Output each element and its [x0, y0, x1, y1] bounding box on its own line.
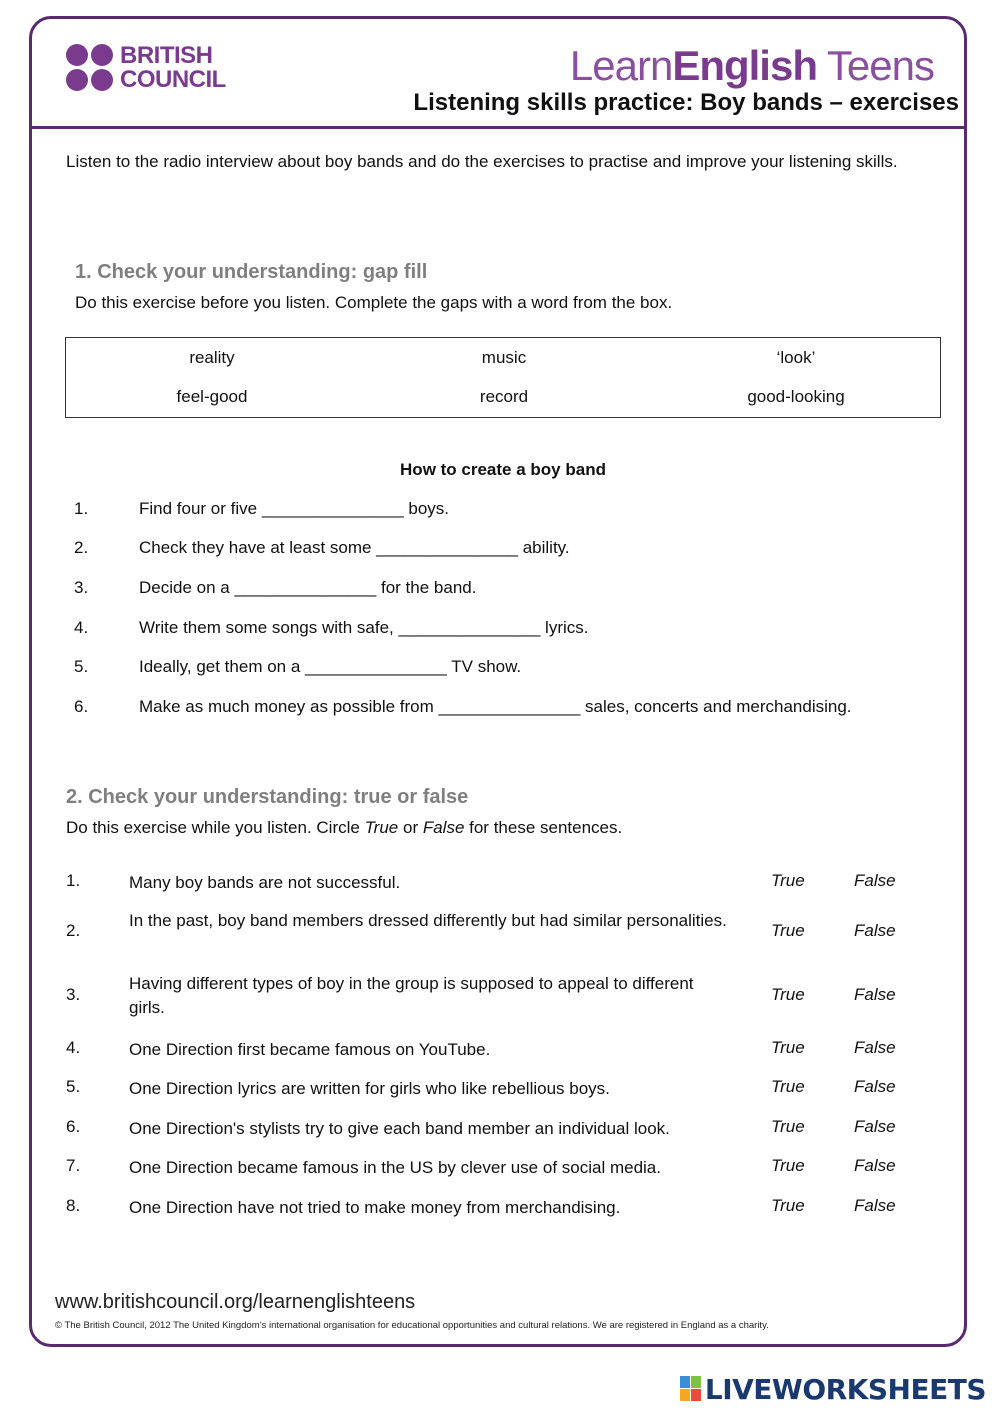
item-number: 8.: [66, 1196, 81, 1215]
british-council-wordmark: BRITISH COUNCIL: [120, 42, 226, 93]
item-text: In the past, boy band members dressed differently but had similar personalities.: [129, 911, 727, 930]
true-false-item: [66, 1038, 916, 1062]
page-frame: [29, 16, 967, 1347]
gap-fill-item[interactable]: [74, 578, 954, 602]
item-number: 5.: [74, 657, 89, 676]
false-option[interactable]: False: [854, 1117, 896, 1136]
item-number: 1.: [66, 871, 81, 890]
item-text: Check they have at least some _______________ ability.: [139, 538, 570, 557]
liveworksheets-watermark: [680, 1372, 986, 1406]
item-text: Write them some songs with safe, _______________ lyrics.: [139, 618, 589, 637]
false-option[interactable]: False: [854, 1156, 896, 1175]
true-option[interactable]: True: [771, 1196, 805, 1215]
word-option: good-looking: [747, 387, 845, 406]
true-option[interactable]: True: [771, 1117, 805, 1136]
item-text: One Direction have not tried to make money from merchandising.: [129, 1198, 621, 1217]
true-false-item: [66, 871, 916, 895]
true-option[interactable]: True: [771, 921, 805, 940]
gap-fill-item[interactable]: [74, 657, 954, 681]
true-option[interactable]: True: [771, 985, 805, 1004]
true-false-item: [66, 909, 916, 957]
item-text: One Direction lyrics are written for girls who like rebellious boys.: [129, 1079, 610, 1098]
item-text: Find four or five _______________ boys.: [139, 499, 450, 518]
true-false-item: [66, 1117, 916, 1141]
page-title: Listening skills practice: Boy bands – exercises: [413, 89, 959, 116]
item-text: Decide on a _______________ for the band.: [139, 578, 477, 597]
gap-fill-item[interactable]: [74, 538, 954, 562]
item-number: 2.: [66, 921, 81, 940]
true-option[interactable]: True: [771, 1156, 805, 1175]
item-text: Ideally, get them on a _______________ TV show.: [139, 657, 522, 676]
item-text: One Direction became famous in the US by clever use of social media.: [129, 1158, 661, 1177]
word-option: reality: [189, 348, 235, 367]
word-option: feel-good: [176, 387, 248, 406]
item-text: One Direction first became famous on YouTube.: [129, 1040, 491, 1059]
gap-fill-item[interactable]: [74, 618, 954, 642]
word-box: [65, 337, 941, 418]
item-text: Many boy bands are not successful.: [129, 873, 401, 892]
true-false-item: [66, 1156, 916, 1180]
item-number: 3.: [74, 578, 89, 597]
header-divider: [29, 126, 967, 129]
word-option: music: [481, 348, 527, 367]
true-false-item: [66, 1196, 916, 1220]
true-option[interactable]: True: [771, 871, 805, 890]
false-option[interactable]: False: [854, 985, 896, 1004]
gap-fill-subtitle: How to create a boy band: [400, 460, 606, 479]
section1-instruction: Do this exercise before you listen. Complete the gaps with a word from the box.: [75, 293, 673, 312]
item-number: 3.: [66, 985, 81, 1004]
false-option[interactable]: False: [854, 1038, 896, 1057]
gap-fill-item[interactable]: [74, 697, 954, 721]
footer-copyright: © The British Council, 2012 The United Kingdom’s international organisation for educational opportunities and cultural relations. We are registered in England as a charity.: [55, 1320, 769, 1331]
section1-heading: 1. Check your understanding: gap fill: [75, 261, 428, 283]
liveworksheets-wordmark: LIVEWORKSHEETS: [704, 1372, 986, 1406]
item-number: 5.: [66, 1077, 81, 1096]
true-false-item: [66, 972, 916, 1020]
item-number: 6.: [74, 697, 89, 716]
true-false-item: [66, 1077, 916, 1101]
footer-url[interactable]: www.britishcouncil.org/learnenglishteens: [55, 1291, 416, 1313]
true-option[interactable]: True: [771, 1077, 805, 1096]
word-option: ‘look’: [776, 348, 816, 367]
item-number: 7.: [66, 1156, 81, 1175]
section2-heading: 2. Check your understanding: true or false: [66, 786, 469, 808]
false-option[interactable]: False: [854, 1196, 896, 1215]
item-text: Having different types of boy in the group is supposed to appeal to different girls.: [129, 974, 694, 1017]
true-option[interactable]: True: [771, 1038, 805, 1057]
learnenglish-teens-logo: LearnEnglish Teens: [569, 42, 934, 89]
liveworksheets-logo-icon: [680, 1376, 702, 1402]
item-number: 1.: [74, 499, 89, 518]
section2-instruction: Do this exercise while you listen. Circle True or False for these sentences.: [66, 818, 623, 837]
item-number: 2.: [74, 538, 89, 557]
false-option[interactable]: False: [854, 921, 896, 940]
word-option: record: [479, 387, 529, 406]
item-text: One Direction's stylists try to give each band member an individual look.: [129, 1119, 670, 1138]
item-number: 6.: [66, 1117, 81, 1136]
item-number: 4.: [74, 618, 89, 637]
false-option[interactable]: False: [854, 871, 896, 890]
item-text: Make as much money as possible from _______________ sales, concerts and merchandising.: [139, 697, 852, 716]
british-council-dots-icon: [66, 44, 114, 92]
false-option[interactable]: False: [854, 1077, 896, 1096]
gap-fill-item[interactable]: [74, 499, 954, 523]
item-number: 4.: [66, 1038, 81, 1057]
intro-text: Listen to the radio interview about boy bands and do the exercises to practise and improve your listening skills.: [66, 152, 898, 171]
